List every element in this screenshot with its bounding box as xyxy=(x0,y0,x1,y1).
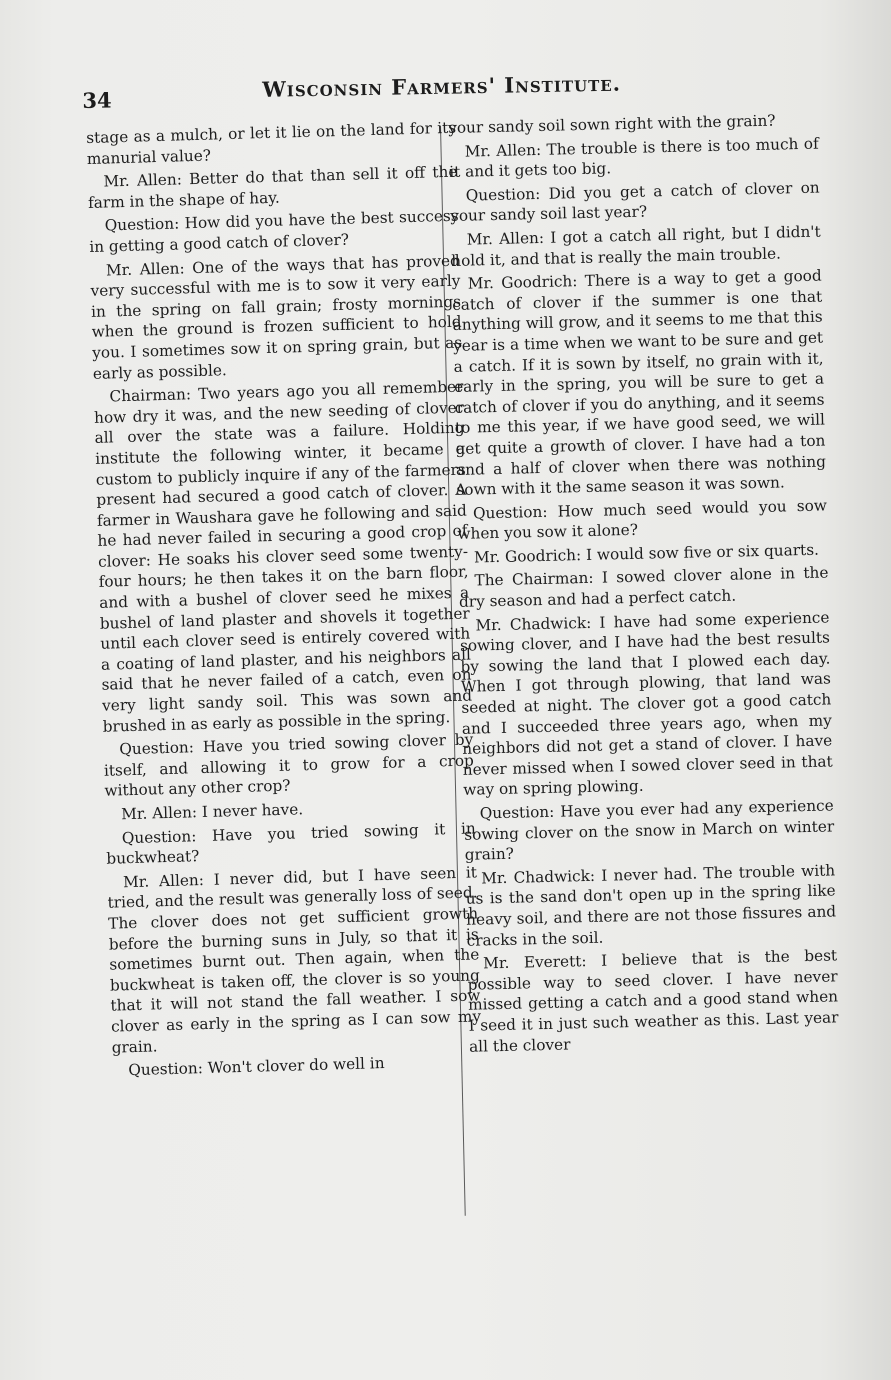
page-header xyxy=(82,69,623,118)
paragraph: Question: Won't clover do well in xyxy=(128,1054,385,1080)
paragraph: Question: Have you tried sowing clover by itself, and allowing it to grow for a crop without any other crop? xyxy=(103,730,475,801)
paragraph: Mr. Allen: Better do that than sell it off the farm in the shape of hay. xyxy=(87,162,458,212)
paragraph: Question: Have you tried sowing it in buckwheat? xyxy=(106,818,476,868)
paragraph: Mr. Allen: I got a catch all right, but I didn't hold it, and that is really the main trouble. xyxy=(451,222,821,270)
paragraph: Mr. Allen: The trouble is there is too much of it and it gets too big. xyxy=(449,134,819,182)
paragraph: Mr. Chadwick: I have had some experience sowing clover, and I have had the best results by sowing the land that I plowed each day. When I got through plowing, that land was seeded at night. The clover got a good catch and I succeeded three years ago, when my neighbors did not get a stand of clover. I have never missed when I sowed clover seed in that way on spring plowing. xyxy=(459,608,833,800)
paragraph: your sandy soil sown right with the grain? xyxy=(448,111,776,137)
paragraph: Question: How did you have the best success in getting a good catch of clover? xyxy=(89,207,459,256)
paragraph: Chairman: Two years ago you all remember how dry it was, and the new seeding of clover all over the state was a failure. Holding institute the following winter, it became a custom to publicly inquire if any of the farmers present had secured a good catch of clover. A farmer in Waushara gave he following and said he had never failed in securing a good crop of clover: He soaks his clover seed some twenty-four hours; he then takes it on the barn floor, and with a bushel of clover seed he mixes a bushel of land plaster and shovels it together until each clover seed is entirely covered with a coating of land plaster, and his neighbors all said that he never failed of a catch, even on very light sandy soil. This was sown and brushed in as early as possible in the spring. xyxy=(93,377,473,736)
paragraph: Mr. Allen: I never have. xyxy=(120,800,304,824)
paragraph: Mr. Goodrich: I would sow five or six quarts. xyxy=(473,540,820,567)
paragraph: The Chairman: I sowed clover alone in the dry season and had a perfect catch. xyxy=(458,563,829,611)
paragraph: Question: Did you get a catch of clover on your sandy soil last year? xyxy=(450,178,820,226)
running-head: Wisconsin Farmers' Institute. xyxy=(262,70,622,102)
paragraph: Mr. Allen: I never did, but I have seen it tried, and the result was generally loss of seed. The clover does not get sufficient growth before the burning suns in July, so that it is sometimes burnt out. Then again, when the buckwheat is taken off, the clover is so young that it will not stand the fall weather. I sow clover as early in the spring as I can sow my grain. xyxy=(107,863,482,1057)
paragraph: Question: Have you ever had any experience sowing clover on the snow in March on winter grain? xyxy=(464,796,835,864)
page-number: 34 xyxy=(82,87,112,113)
paragraph: Mr. Goodrich: There is a way to get a good catch of clover if the summer is one that anything will grow, and it seems to me that this year is a time when we want to be sure and get a catch. If it is sown by itself, no grain with it, early in the spring, you will be sure to get a catch of clover if you do anything, and it seems to me this year, if we have good seed, we will get quite a growth of clover. I have had a ton and a half of clover when there was nothing sown with it the same season it was sown. xyxy=(452,266,827,499)
paragraph: Question: How much seed would you sow when you sow it alone? xyxy=(457,496,828,544)
paragraph: Mr. Allen: One of the ways that has proved very successful with me is to sow it very early in the spring on fall grain; frosty mornings when the ground is frozen sufficient to hold you. I sometimes sow it on spring grain, but as early as possible. xyxy=(90,251,463,383)
right-column xyxy=(448,110,839,1060)
left-column xyxy=(86,118,483,1085)
paragraph: stage as a mulch, or let it lie on the land for its manurial value? xyxy=(86,118,457,168)
paragraph: Mr. Everett: I believe that is the best possible way to seed clover. I have never missed getting a catch and a good stand when I seed it in just such weather as this. Last year all the clover xyxy=(467,946,839,1056)
paragraph: Mr. Chadwick: I never had. The trouble with us is the sand don't open up in the spring like heavy soil, and there are not those fissures and cracks in the soil. xyxy=(465,861,837,950)
